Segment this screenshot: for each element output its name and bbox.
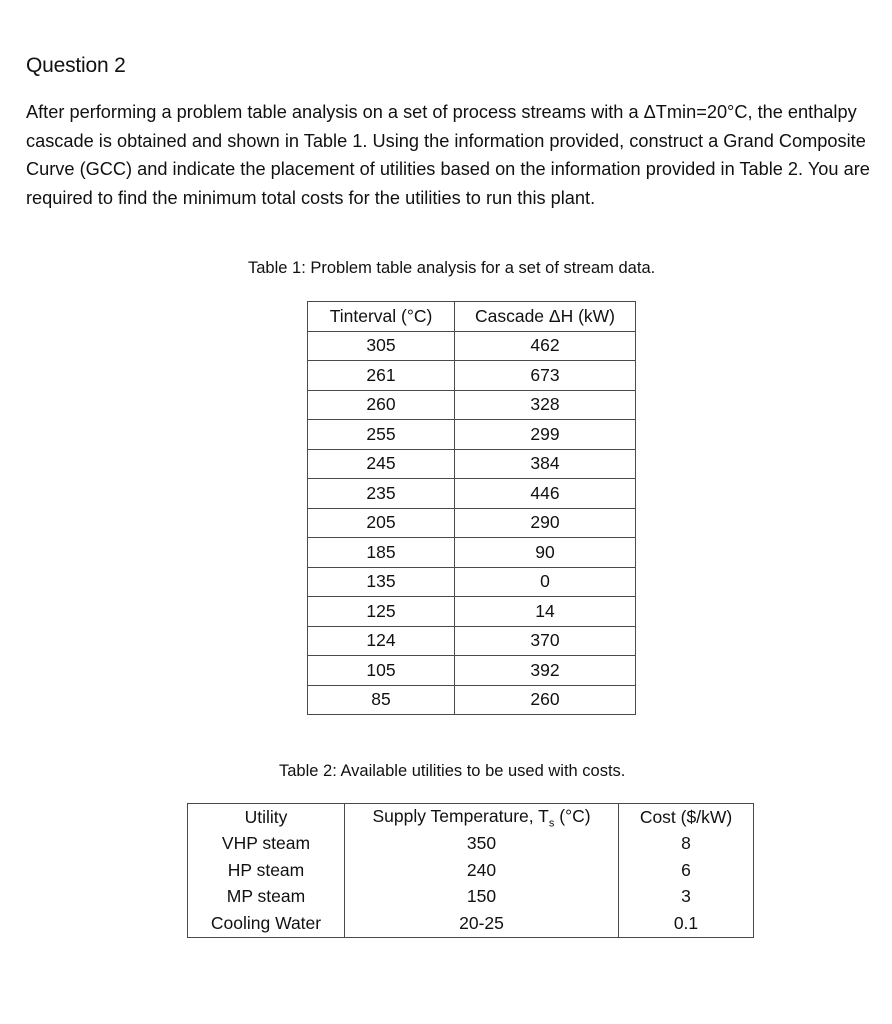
header-supply-temp-subscript: s <box>548 817 555 829</box>
header-tinterval: Tinterval (°C) <box>308 302 455 332</box>
utility-cell: HP steam <box>188 857 345 884</box>
tinterval-cell: 235 <box>308 479 455 509</box>
tinterval-cell: 85 <box>308 685 455 715</box>
cascade-cell: 370 <box>455 626 636 656</box>
table-row <box>308 449 636 479</box>
tinterval-cell: 260 <box>308 390 455 420</box>
cascade-cell: 384 <box>455 449 636 479</box>
cascade-table <box>307 301 636 715</box>
table-row <box>188 910 754 937</box>
table-header-row <box>308 302 636 332</box>
header-cost: Cost ($/kW) <box>619 804 754 831</box>
utility-cell: MP steam <box>188 884 345 911</box>
tinterval-cell: 185 <box>308 538 455 568</box>
utilities-table <box>187 803 754 938</box>
question-text <box>26 98 876 212</box>
supply-temp-cell: 150 <box>345 884 619 911</box>
cost-cell: 3 <box>619 884 754 911</box>
table-row <box>308 420 636 450</box>
utility-cell: VHP steam <box>188 831 345 858</box>
cost-cell: 6 <box>619 857 754 884</box>
cascade-cell: 392 <box>455 656 636 686</box>
table-row <box>308 656 636 686</box>
tinterval-cell: 105 <box>308 656 455 686</box>
cascade-cell: 260 <box>455 685 636 715</box>
cascade-cell: 446 <box>455 479 636 509</box>
tinterval-cell: 255 <box>308 420 455 450</box>
cascade-cell: 290 <box>455 508 636 538</box>
cascade-cell: 14 <box>455 597 636 627</box>
table-row <box>308 567 636 597</box>
tinterval-cell: 205 <box>308 508 455 538</box>
table-row <box>188 884 754 911</box>
tinterval-cell: 135 <box>308 567 455 597</box>
tinterval-cell: 245 <box>308 449 455 479</box>
tinterval-cell: 124 <box>308 626 455 656</box>
table-row <box>188 857 754 884</box>
tinterval-cell: 305 <box>308 331 455 361</box>
table1-caption: Table 1: Problem table analysis for a set of stream data. <box>248 259 656 277</box>
table-header-row <box>188 804 754 831</box>
supply-temp-cell: 240 <box>345 857 619 884</box>
header-supply-temperature <box>345 804 619 831</box>
table2-caption: Table 2: Available utilities to be used with costs. <box>279 762 626 780</box>
question-paragraph: After performing a problem table analysis on a set of process streams with a ΔTmin=20°C, the enthalpy cascade is obtained and shown in Table 1. Using the information provided, construct a Grand Composite Curve (GCC) and indicate the placement of utilities based on the information provided in Table 2. You are required to find the minimum total costs for the utilities to run this plant. <box>26 102 870 208</box>
table-row <box>308 361 636 391</box>
question-heading: Question 2 <box>26 54 126 77</box>
cost-cell: 8 <box>619 831 754 858</box>
table-row <box>308 597 636 627</box>
header-utility: Utility <box>188 804 345 831</box>
cascade-cell: 299 <box>455 420 636 450</box>
table-row <box>308 538 636 568</box>
table-row <box>308 331 636 361</box>
cascade-cell: 328 <box>455 390 636 420</box>
header-cascade: Cascade ΔH (kW) <box>455 302 636 332</box>
cost-cell: 0.1 <box>619 910 754 937</box>
cascade-cell: 90 <box>455 538 636 568</box>
cascade-cell: 0 <box>455 567 636 597</box>
supply-temp-cell: 20-25 <box>345 910 619 937</box>
table-row <box>308 508 636 538</box>
header-supply-temp-text: Supply Temperature, T <box>372 805 549 826</box>
tinterval-cell: 261 <box>308 361 455 391</box>
table-row <box>188 831 754 858</box>
header-supply-temp-unit: (°C) <box>554 805 591 826</box>
table-row <box>308 626 636 656</box>
table-row <box>308 685 636 715</box>
tinterval-cell: 125 <box>308 597 455 627</box>
utility-cell: Cooling Water <box>188 910 345 937</box>
cascade-cell: 462 <box>455 331 636 361</box>
table-row <box>308 479 636 509</box>
supply-temp-cell: 350 <box>345 831 619 858</box>
table-row <box>308 390 636 420</box>
cascade-cell: 673 <box>455 361 636 391</box>
